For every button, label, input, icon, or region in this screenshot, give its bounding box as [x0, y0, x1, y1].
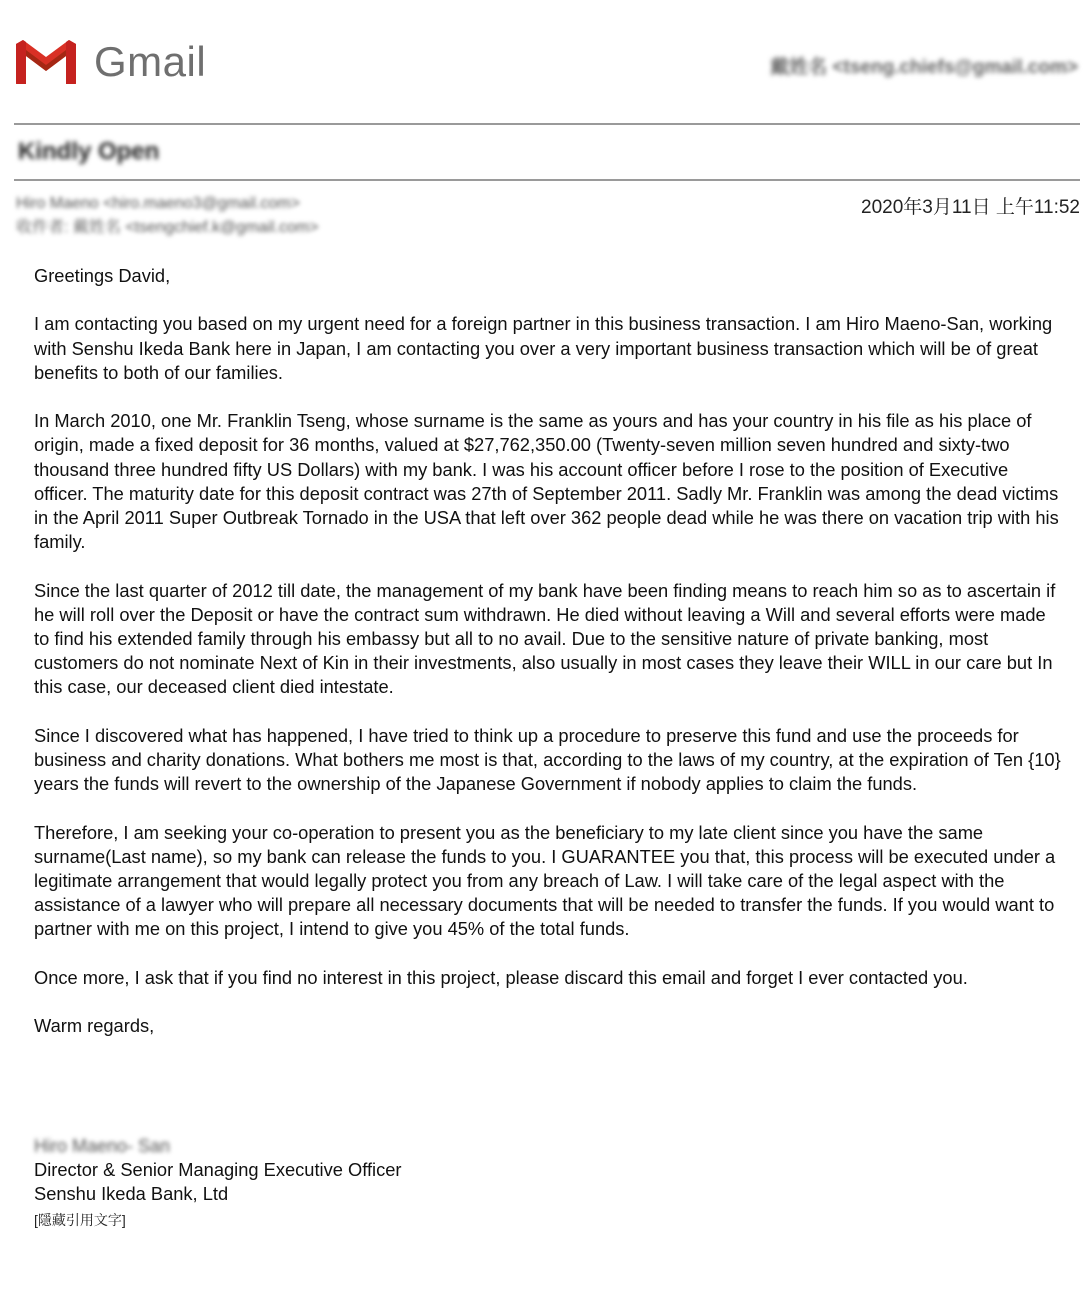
gmail-logo	[14, 38, 206, 86]
message-date: 2020年3月11日 上午11:52	[861, 197, 1080, 218]
gmail-wordmark: Gmail	[94, 38, 207, 85]
sender-line: Hiro Maeno <hiro.maeno3@gmail.com>	[16, 195, 300, 212]
email-subject: Kindly Open	[18, 138, 160, 165]
closing: Warm regards,	[34, 1015, 155, 1037]
body-paragraph: Once more, I ask that if you find no interest in this project, please discard this email and forget I ever contacted you.	[34, 966, 968, 988]
signature-name: Hiro Maeno- San	[34, 1136, 171, 1156]
email-body	[34, 264, 1064, 1063]
recipient-line: 收件者: 戴姓名 <tsengchief.k@gmail.com>	[16, 219, 319, 236]
greeting: Greetings David,	[34, 265, 171, 286]
signature-block	[34, 1134, 634, 1230]
body-paragraph: I am contacting you based on my urgent need for a foreign partner in this business transaction. I am Hiro Maeno-San, working with Senshu Ikeda Bank here in Japan, I am contacting you over a very important business transaction which will be of great benefits to both of our families.	[34, 313, 1053, 383]
message-meta	[16, 192, 1080, 240]
header-divider	[14, 123, 1080, 125]
body-paragraph: Since the last quarter of 2012 till date, the management of my bank have been finding means to reach him so as to ascertain if he will roll over the Deposit or have the contract sum withdrawn. He died without leaving a Will and several efforts were made to find his extended family through his embassy but all to no avail. Due to the sensitive nature of private banking, most customers do not nominate Next of Kin in their investments, also usually in most cases they leave their WILL in our care but In this case, our deceased client died intestate.	[34, 579, 1056, 698]
subject-divider	[14, 179, 1080, 181]
signature-title: Director & Senior Managing Executive Officer	[34, 1159, 402, 1180]
print-header	[14, 34, 1080, 94]
body-paragraph: In March 2010, one Mr. Franklin Tseng, whose surname is the same as yours and has your country in his file as his place of origin, made a fixed deposit for 36 months, valued at $27,762,350.00 (Twenty-seven million seven hundred and sixty-two thousand three hundred fifty US Dollars) with my bank. I was his account officer before I rose to the position of Executive officer. The maturity date for this deposit contract was 27th of September 2011. Sadly Mr. Franklin was among the dead victims in the April 2011 Super Outbreak Tornado in the USA that left over 362 people dead while he was there on vacation trip with his family.	[34, 410, 1059, 553]
account-email: 戴姓名 <tseng.chiefs@gmail.com>	[770, 57, 1078, 78]
hidden-quoted-text-link[interactable]: [隱藏引用文字]	[34, 1212, 126, 1229]
body-paragraph: Since I discovered what has happened, I have tried to think up a procedure to preserve this fund and use the proceeds for business and charity donations. What bothers me most is that, according to the laws of my country, at the expiration of Ten {10} years the funds will revert to the ownership of the Japanese Government if nobody applies to claim the funds.	[34, 724, 1061, 795]
gmail-m-icon	[14, 38, 78, 86]
body-paragraph: Therefore, I am seeking your co-operation to present you as the beneficiary to my late client since you have the same surname(Last name), so my bank can release the funds to you. I GUARANTEE you that, this process will be executed under a legitimate arrangement that would legally protect you from any breach of Law. I will take care of the legal aspect with the assistance of a lawyer who will prepare all necessary documents that will be needed to transfer the funds. If you would want to partner with me on this project, I intend to give you 45% of the total funds.	[34, 821, 1056, 940]
signature-company: Senshu Ikeda Bank, Ltd	[34, 1183, 229, 1205]
